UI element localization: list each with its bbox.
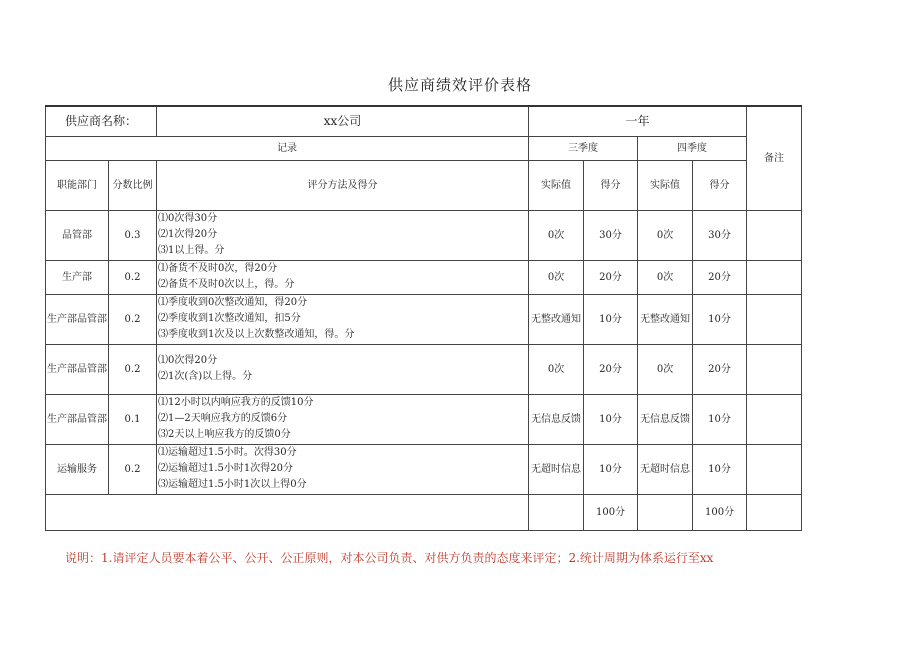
method-line: ⑵1次(含)以上得。分: [158, 371, 253, 382]
remark-total-cell: [747, 494, 802, 530]
table-row: [46, 260, 802, 294]
method-cell: [157, 444, 529, 494]
method-cell: [157, 394, 529, 444]
q3-actual-cell: 无信息反馈: [529, 394, 584, 444]
method-line: ⑴季度收到0次整改通知，得20分: [158, 297, 308, 308]
q3-score-cell: 10分: [584, 444, 638, 494]
q4-score-cell: 20分: [693, 260, 747, 294]
q4-actual-cell: 0次: [638, 344, 693, 394]
q4-score-cell: 10分: [693, 294, 747, 344]
supplier-name: xx公司: [157, 106, 529, 136]
q4-actual-header: 实际值: [638, 160, 693, 210]
dept-cell: 品管部: [46, 210, 109, 260]
method-line: ⑶季度收到1次及以上次数整改通知，得。分: [158, 329, 355, 340]
method-line: ⑴0次得30分: [158, 213, 218, 224]
column-header-row: [46, 160, 802, 210]
q4-actual-cell: 无整改通知: [638, 294, 693, 344]
q3-score-cell: 10分: [584, 294, 638, 344]
remark-cell: [747, 444, 802, 494]
ratio-cell: 0.2: [109, 294, 157, 344]
ratio-header: 分数比例: [109, 160, 157, 210]
q3-actual-cell: 0次: [529, 260, 584, 294]
ratio-cell: 0.2: [109, 344, 157, 394]
ratio-cell: 0.3: [109, 210, 157, 260]
dept-cell: 生产部品管部: [46, 344, 109, 394]
q3-header: 三季度: [529, 136, 638, 160]
q3-score-cell: 10分: [584, 394, 638, 444]
q4-actual-cell: 0次: [638, 260, 693, 294]
method-line: ⑶1以上得。分: [158, 245, 225, 256]
q3-actual-cell: 0次: [529, 210, 584, 260]
page-title: 供应商绩效评价表格: [387, 76, 532, 94]
supplier-label: 供应商名称：: [46, 106, 157, 136]
q3-score-cell: 30分: [584, 210, 638, 260]
footnote: 说明：1.请评定人员要本着公平、公开、公正原则，对本公司负责、对供方负责的态度来评定；2.统计周期为体系运行至xx: [65, 551, 714, 565]
method-line: ⑶2天以上响应我方的反馈0分: [158, 429, 291, 440]
q4-header: 四季度: [638, 136, 747, 160]
q3-score-cell: 20分: [584, 260, 638, 294]
q4-actual-cell: 无信息反馈: [638, 394, 693, 444]
table-row: [46, 444, 802, 494]
q4-actual-cell: 0次: [638, 210, 693, 260]
q4-actual-cell: 无超时信息: [638, 444, 693, 494]
ratio-cell: 0.1: [109, 394, 157, 444]
q4-score-cell: 10分: [693, 394, 747, 444]
method-line: ⑵1次得20分: [158, 229, 218, 240]
method-header: 评分方法及得分: [157, 160, 529, 210]
q3-actual-cell: 无超时信息: [529, 444, 584, 494]
dept-header: 职能部门: [46, 160, 109, 210]
q3-total-cell: 100分: [584, 494, 638, 530]
q3-actual-cell: 无整改通知: [529, 294, 584, 344]
dept-cell: 生产部: [46, 260, 109, 294]
dept-cell: 运输服务: [46, 444, 109, 494]
method-line: ⑵季度收到1次整改通知，扣5分: [158, 313, 301, 324]
q4-actual-total-cell: [638, 494, 693, 530]
totals-row: [46, 494, 802, 530]
method-cell: [157, 294, 529, 344]
remark-cell: [747, 210, 802, 260]
table-row: [46, 394, 802, 444]
method-cell: [157, 344, 529, 394]
q3-score-header: 得分: [584, 160, 638, 210]
remark-header: 备注: [747, 106, 802, 210]
q4-score-cell: 30分: [693, 210, 747, 260]
evaluation-table: [45, 105, 802, 531]
record-row: [46, 136, 802, 160]
q3-actual-header: 实际值: [529, 160, 584, 210]
table-row: [46, 294, 802, 344]
ratio-cell: 0.2: [109, 444, 157, 494]
dept-cell: 生产部品管部: [46, 394, 109, 444]
method-cell: [157, 210, 529, 260]
q4-score-cell: 20分: [693, 344, 747, 394]
q3-actual-cell: 0次: [529, 344, 584, 394]
remark-cell: [747, 260, 802, 294]
dept-cell: 生产部品管部: [46, 294, 109, 344]
ratio-cell: 0.2: [109, 260, 157, 294]
remark-cell: [747, 394, 802, 444]
remark-cell: [747, 294, 802, 344]
method-line: ⑵备货不及时0次以上，得。分: [158, 279, 295, 290]
method-cell: [157, 260, 529, 294]
method-line: ⑵运输超过1.5小时1次得20分: [158, 463, 294, 474]
q3-score-cell: 20分: [584, 344, 638, 394]
method-line: ⑴12小时以内响应我方的反馈10分: [158, 397, 314, 408]
table-row: [46, 344, 802, 394]
q4-score-header: 得分: [693, 160, 747, 210]
remark-cell: [747, 344, 802, 394]
q4-total-cell: 100分: [693, 494, 747, 530]
method-line: ⑴0次得20分: [158, 355, 218, 366]
table-row: [46, 210, 802, 260]
method-line: ⑶运输超过1.5小时1次以上得0分: [158, 479, 307, 490]
q3-actual-total-cell: [529, 494, 584, 530]
totals-empty-cell: [46, 494, 529, 530]
year-label: 一年: [529, 106, 747, 136]
method-line: ⑴运输超过1.5小时。次得30分: [158, 447, 297, 458]
q4-score-cell: 10分: [693, 444, 747, 494]
method-line: ⑴备货不及时0次，得20分: [158, 263, 278, 274]
method-line: ⑵1—2天响应我方的反馈6分: [158, 413, 288, 424]
supplier-row: [46, 106, 802, 136]
record-header: 记录: [46, 136, 529, 160]
